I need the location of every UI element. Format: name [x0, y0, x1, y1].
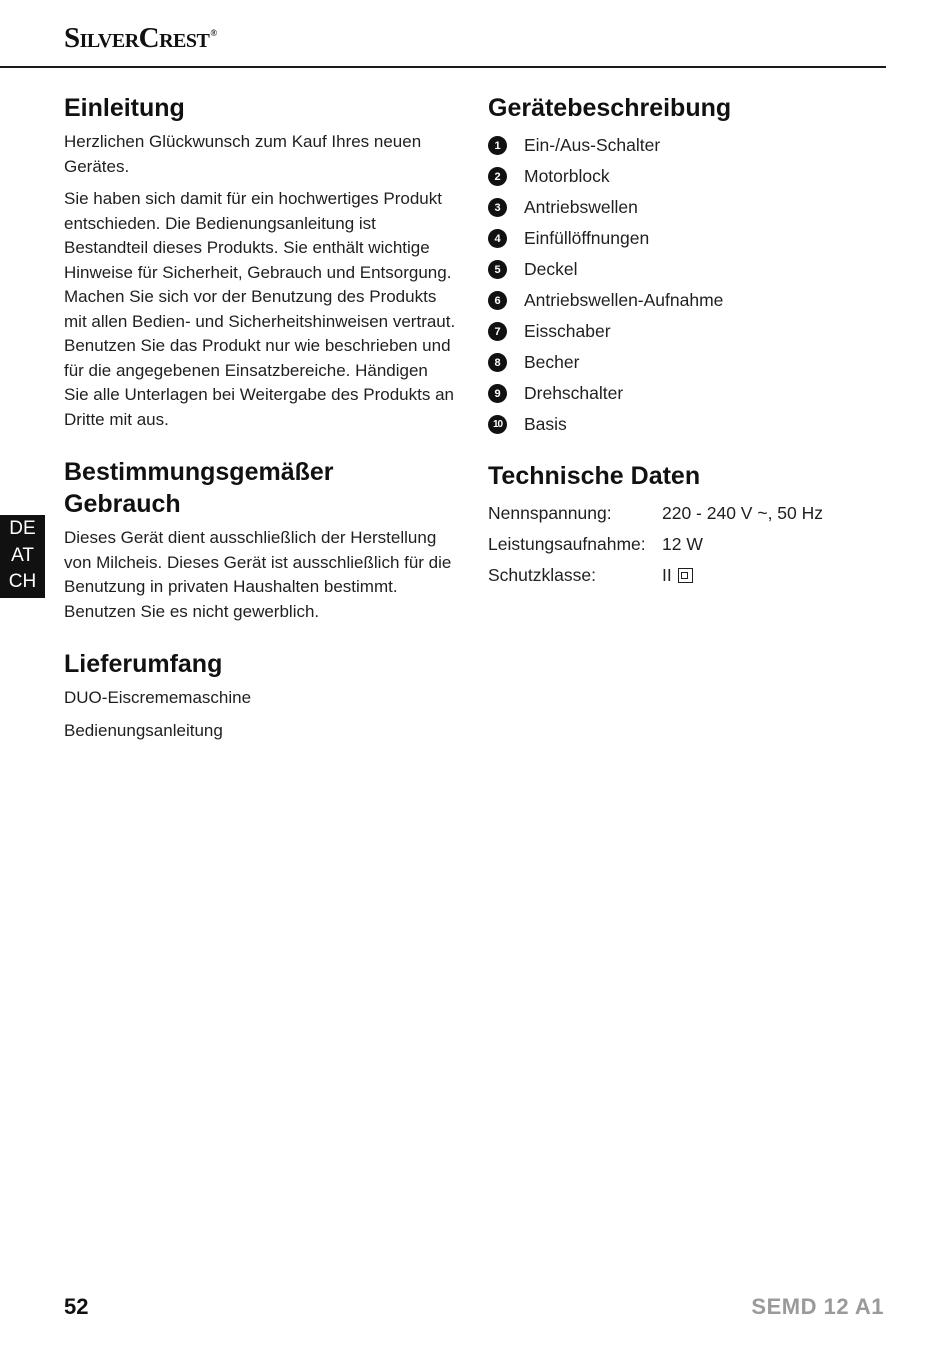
- model-number: SEMD 12 A1: [751, 1294, 884, 1319]
- part-item: [488, 285, 888, 316]
- intro-paragraph-1: Herzlichen Glückwunsch zum Kauf Ihres neuen Gerätes.: [64, 132, 422, 176]
- spec-value: II: [662, 565, 672, 585]
- part-label: Antriebswellen: [524, 197, 638, 217]
- number-badge-icon: 7: [488, 322, 507, 341]
- spec-value: 220 - 240 V ~, 50 Hz: [662, 503, 824, 523]
- spec-label: Leistungsaufnahme:: [488, 534, 646, 554]
- right-column: [488, 92, 888, 591]
- number-badge-icon: 1: [488, 136, 507, 155]
- language-tab: [0, 515, 45, 598]
- tech-heading: Technische Daten: [488, 462, 701, 490]
- part-label: Antriebswellen-Aufnahme: [524, 290, 724, 310]
- part-item: [488, 316, 888, 347]
- spec-label: Nennspannung:: [488, 503, 612, 523]
- intro-paragraph-2: Sie haben sich damit für ein hochwertiges Produkt entschieden. Die Bedienungsanleitung ist Bestandteil dieses Produkts. Sie enthält wichtige Hinweise für Sicherheit, Gebrauch und Entsorgung. Machen Sie sich vor der Benutzung des Produkts mit allen Bedien- und Sicherheitshinweisen vertraut. Benutzen Sie das Produkt nur wie beschrieben und für die angegebenen Einsatzbereiche. Händigen Sie alle Unterlagen bei Weitergabe des Produkts an Dritte mit aus.: [64, 189, 456, 429]
- spec-row-protection-class: [488, 560, 888, 591]
- language-code: AT: [11, 544, 34, 566]
- spec-value: 12 W: [662, 534, 703, 554]
- page-number: 52: [64, 1294, 89, 1319]
- part-label: Becher: [524, 352, 580, 372]
- number-badge-icon: 6: [488, 291, 507, 310]
- part-item: [488, 254, 888, 285]
- section-device-description: [488, 92, 888, 440]
- part-item: [488, 409, 888, 440]
- language-code: DE: [9, 518, 36, 539]
- part-item: [488, 347, 888, 378]
- number-badge-icon: 9: [488, 384, 507, 403]
- number-badge-icon: 8: [488, 353, 507, 372]
- part-item: [488, 192, 888, 223]
- spec-row-power: [488, 529, 888, 560]
- parts-list: [488, 130, 888, 440]
- part-label: Basis: [524, 414, 567, 434]
- number-badge-icon: 4: [488, 229, 507, 248]
- section-scope-of-delivery: [64, 648, 456, 743]
- part-label: Deckel: [524, 259, 578, 279]
- part-label: Einfüllöffnungen: [524, 228, 650, 248]
- section-technical-data: [488, 460, 888, 591]
- language-code: CH: [8, 571, 37, 592]
- part-item: [488, 161, 888, 192]
- scope-item: Bedienungsanleitung: [64, 720, 223, 740]
- part-item: [488, 223, 888, 254]
- left-column: [64, 92, 456, 751]
- section-introduction: [64, 92, 456, 432]
- intended-use-heading: Bestimmungsgemäßer Gebrauch: [64, 458, 334, 518]
- description-heading: Gerätebeschreibung: [488, 94, 732, 122]
- number-badge-icon: 2: [488, 167, 507, 186]
- part-label: Eisschaber: [524, 321, 611, 341]
- protection-class-ii-icon: [678, 568, 693, 583]
- part-label: Ein-/Aus-Schalter: [524, 135, 661, 155]
- part-label: Drehschalter: [524, 383, 624, 403]
- intended-use-paragraph: Dieses Gerät dient ausschließlich der Herstellung von Milcheis. Dieses Gerät ist ausschließlich für die Benutzung in privaten Haushalten bestimmt. Benutzen Sie es nicht gewerblich.: [64, 528, 452, 621]
- number-badge-icon: 3: [488, 198, 507, 217]
- number-badge-icon: 5: [488, 260, 507, 279]
- intro-heading: Einleitung: [64, 94, 185, 122]
- scope-heading: Lieferumfang: [64, 650, 223, 678]
- part-item: [488, 378, 888, 409]
- spec-label: Schutzklasse:: [488, 565, 596, 585]
- spec-row-voltage: [488, 498, 888, 529]
- header-divider: [0, 66, 886, 68]
- scope-item: DUO-Eiscrememaschine: [64, 688, 252, 707]
- section-intended-use: [64, 456, 456, 624]
- part-item: [488, 130, 888, 161]
- number-badge-icon: 10: [488, 415, 507, 434]
- part-label: Motorblock: [524, 166, 610, 186]
- brand-logo: SilverCrest®: [64, 22, 217, 54]
